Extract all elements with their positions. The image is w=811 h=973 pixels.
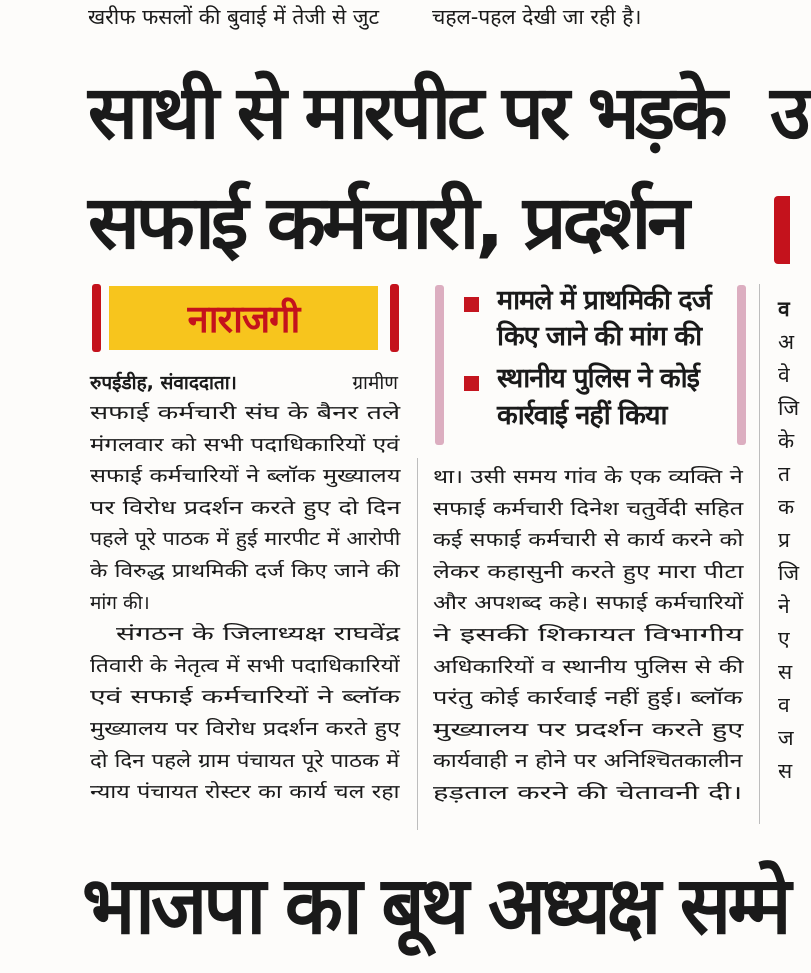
- column-1-line: दो दिन पहले ग्राम पंचायत पूरे पाठक में: [90, 749, 400, 772]
- column-2-line: कई सफाई कर्मचारी से कार्य करने को: [433, 529, 744, 552]
- column-1-line: एवं सफाई कर्मचारियों ने ब्लॉक: [90, 686, 401, 709]
- column-2-line: परंतु कोई कार्रवाई नहीं हुई। ब्लॉक: [433, 687, 743, 710]
- dateline-line: [90, 372, 398, 394]
- column-2-line: अधिकारियों व स्थानीय पुलिस से की: [433, 655, 744, 678]
- dateline: रुपईडीह, संवाददाता।: [90, 372, 237, 394]
- column-2-line: हड़ताल करने की चेतावनी दी।: [433, 782, 743, 804]
- adjacent-article-red-block: [774, 196, 790, 264]
- column-1-line: पर विरोध प्रदर्शन करते हुए दो दिन: [90, 496, 401, 519]
- column-2-line: कार्यवाही न होने पर अनिश्चितकालीन: [433, 750, 743, 773]
- adjacent-article-fragment: क: [778, 495, 795, 519]
- adjacent-article-fragment: वे: [778, 363, 790, 387]
- column-1-line: के विरुद्ध प्राथमिकी दर्ज किए जाने की: [90, 560, 400, 582]
- highlight-bullet-1: [464, 297, 479, 312]
- column-1-line: सफाई कर्मचारी संघ के बैनर तले: [90, 402, 401, 424]
- column-2-line: ने इसकी शिकायत विभागीय: [433, 624, 743, 646]
- section-tag: नाराजगी: [109, 286, 378, 350]
- bottom-headline: भाजपा का बूथ अध्यक्ष सम्मे: [82, 859, 788, 952]
- highlight-bullet-2: [464, 376, 479, 391]
- column-1-line: सफाई कर्मचारियों ने ब्लॉक मुख्यालय: [90, 465, 401, 488]
- tag-right-pillar: [390, 284, 399, 352]
- adjacent-article-fragment: प्र: [778, 528, 790, 552]
- column-2-line: और अपशब्द कहे। सफाई कर्मचारियों: [433, 592, 744, 615]
- column-1-line: मंगलवार को सभी पदाधिकारियों एवं: [90, 433, 400, 456]
- adjacent-article-fragment: के: [778, 429, 795, 453]
- first-line-rest: ग्रामीण: [352, 372, 398, 394]
- adjacent-article-fragment: ने: [778, 594, 790, 618]
- adjacent-article-fragment: स: [778, 759, 793, 783]
- top-strip-right-text: चहल-पहल देखी जा रही है।: [432, 5, 642, 29]
- tag-left-pillar: [92, 284, 101, 352]
- highlight-right-pillar: [737, 285, 746, 445]
- headline-line-1: साथी से मारपीट पर भड़के: [88, 70, 724, 156]
- column-1-line: न्याय पंचायत रोस्टर का कार्य चल रहा: [90, 781, 400, 804]
- adjacent-headline-fragment: उ: [770, 70, 811, 156]
- adjacent-article-fragment: त: [778, 462, 790, 486]
- adjacent-article-fragment: व: [778, 297, 790, 321]
- headline-line-2: सफाई कर्मचारी, प्रदर्शन: [88, 180, 686, 266]
- adjacent-article-fragment: ज: [778, 726, 794, 750]
- column-2-line: सफाई कर्मचारी दिनेश चतुर्वेदी सहित: [433, 497, 744, 520]
- column-1-line: पहले पूरे पाठक में हुई मारपीट में आरोपी: [90, 528, 401, 551]
- highlight-2-line-1: स्थानीय पुलिस ने कोई: [497, 363, 699, 394]
- right-column-divider: [759, 284, 760, 824]
- column-2-line: मुख्यालय पर प्रदर्शन करते हुए: [433, 718, 744, 741]
- highlight-1-line-1: मामले में प्राथमिकी दर्ज: [497, 285, 711, 316]
- column-1-line: मांग की।: [90, 591, 150, 614]
- column-1-line: तिवारी के नेतृत्व में सभी पदाधिकारियों: [90, 654, 400, 677]
- column-2-line: था। उसी समय गांव के एक व्यक्ति ने: [433, 466, 743, 488]
- adjacent-article-fragment: व: [778, 693, 790, 717]
- column-2-line: लेकर कहासुनी करते हुए मारा पीटा: [433, 560, 744, 583]
- top-strip-left-text: खरीफ फसलों की बुवाई में तेजी से जुट: [88, 5, 380, 29]
- highlight-left-pillar: [435, 285, 444, 445]
- adjacent-article-fragment: जि: [778, 561, 800, 585]
- highlight-2-line-2: कार्रवाई नहीं किया: [497, 400, 667, 431]
- highlight-1-line-2: किए जाने की मांग की: [497, 321, 702, 352]
- column-1-line: मुख्यालय पर विरोध प्रदर्शन करते हुए: [90, 718, 401, 740]
- adjacent-article-fragment: स: [778, 660, 793, 684]
- adjacent-article-fragment: अ: [778, 330, 795, 354]
- adjacent-article-fragment: ए: [778, 627, 790, 651]
- adjacent-article-fragment: जि: [778, 396, 800, 420]
- column-1-line: संगठन के जिलाध्यक्ष राघवेंद्र: [116, 623, 401, 646]
- column-divider: [417, 458, 418, 830]
